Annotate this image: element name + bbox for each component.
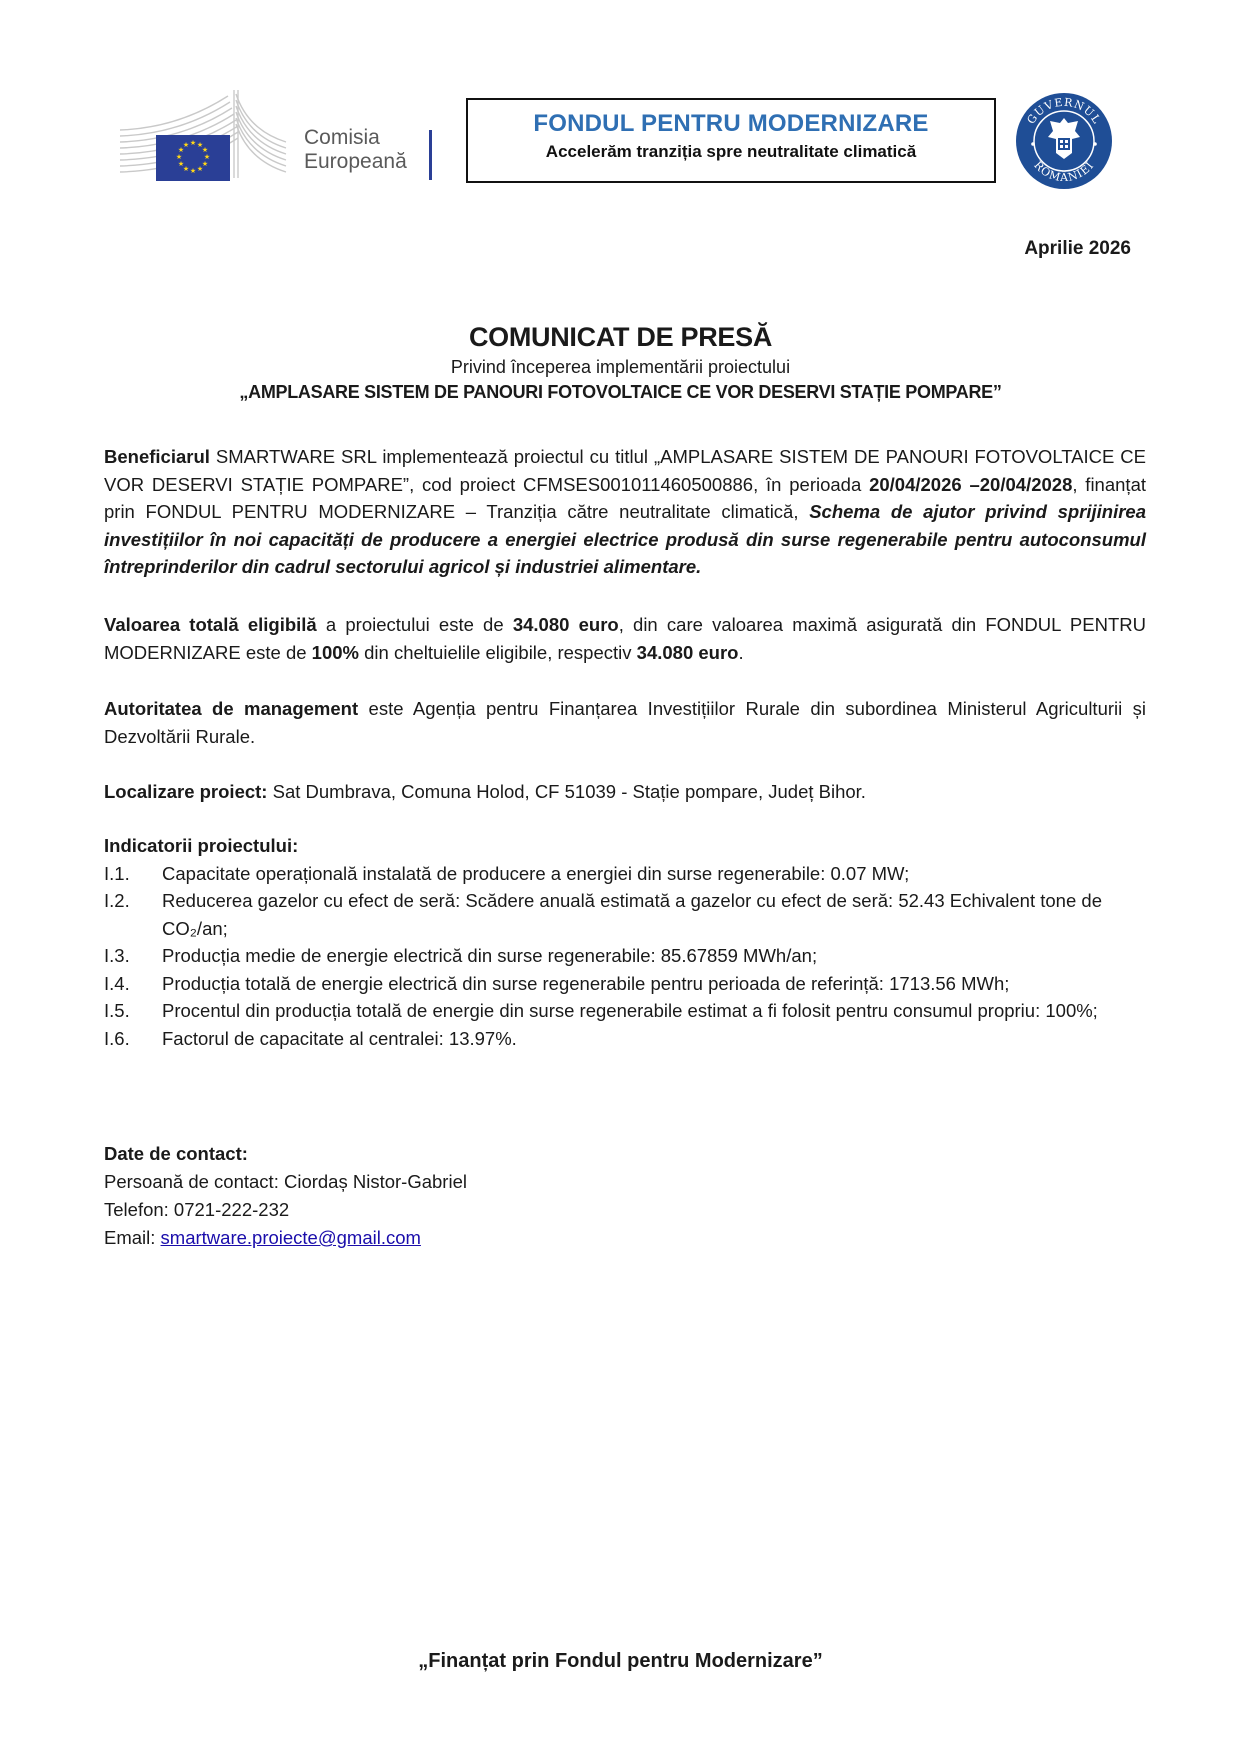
indicator-text: Producția totală de energie electrică din surse regenerabile pentru perioada de referință: 1713.56 MWh; bbox=[162, 972, 1010, 994]
seal-bottom-text: ROMÂNIEI bbox=[1031, 158, 1097, 185]
value-paragraph bbox=[104, 611, 1146, 666]
fund-banner bbox=[466, 98, 996, 183]
indicator-text: Factorul de capacitate al centralei: 13.97%. bbox=[162, 1027, 517, 1049]
ec-logo-text bbox=[304, 126, 407, 174]
beneficiary-label: Beneficiarul bbox=[104, 446, 210, 467]
svg-text:★: ★ bbox=[201, 146, 209, 154]
document-date: Aprilie 2026 bbox=[1024, 238, 1131, 259]
indicators-heading: Indicatorii proiectului: bbox=[104, 835, 299, 856]
indicator-item bbox=[104, 942, 1146, 970]
indicator-number: I.6. bbox=[104, 1027, 130, 1049]
european-commission-logo bbox=[118, 90, 438, 178]
title-block bbox=[0, 322, 1241, 403]
contact-phone: Telefon: 0721-222-232 bbox=[104, 1199, 290, 1220]
email-link[interactable]: smartware.proiecte@gmail.com bbox=[160, 1227, 421, 1248]
authority-label: Autoritatea de management bbox=[104, 698, 359, 719]
value-text-3: din cheltuielile eligibile, respectiv bbox=[359, 641, 637, 663]
value-label: Valoarea totală eligibilă bbox=[104, 614, 317, 635]
contact-section bbox=[104, 1140, 467, 1252]
total-value: 34.080 euro bbox=[512, 614, 619, 635]
indicator-number: I.4. bbox=[104, 972, 130, 994]
svg-text:★: ★ bbox=[175, 153, 183, 161]
beneficiary-paragraph bbox=[104, 443, 1146, 581]
indicator-number: I.2. bbox=[104, 890, 130, 911]
ec-logo-divider bbox=[429, 130, 432, 180]
indicator-number: I.3. bbox=[104, 945, 130, 966]
project-period: 20/04/2026 –20/04/2028 bbox=[869, 473, 1073, 495]
contact-email-row bbox=[104, 1224, 467, 1252]
svg-text:★: ★ bbox=[177, 160, 185, 168]
value-text-4: . bbox=[738, 641, 744, 663]
eu-flag-icon bbox=[156, 135, 230, 181]
indicator-item bbox=[104, 860, 1146, 888]
svg-text:★: ★ bbox=[196, 165, 204, 173]
indicators-section bbox=[104, 832, 1146, 1052]
beneficiary-text-1: SMARTWARE SRL implementează proiectul cu titlul „AMPLASARE SISTEM DE PANOURI FOTOVOLTAICE CE VOR DESERVI STAȚIE POMPARE”, cod proiect CFMSES001011460500886, în perioada bbox=[104, 446, 1146, 495]
location-paragraph bbox=[104, 778, 1146, 806]
footer-note: „Finanțat prin Fondul pentru Modernizare” bbox=[418, 1650, 823, 1672]
svg-text:★: ★ bbox=[201, 160, 209, 168]
svg-text:★: ★ bbox=[189, 167, 197, 175]
svg-text:★: ★ bbox=[182, 165, 190, 173]
indicator-text: Capacitate operațională instalată de producere a energiei din surse regenerabile: 0.07 MW; bbox=[162, 862, 910, 884]
indicator-text: Reducerea gazelor cu efect de seră: Scădere anuală estimată a gazelor cu efect de seră: 52.43 Echivalent tone de CO₂/an; bbox=[162, 890, 1102, 939]
aid-scheme: Schema de ajutor privind sprijinirea investițiilor în noi capacități de producere a energiei electrice produsă din surse regenerabile pentru autoconsumul întreprinderilor din cadrul sectorului agricol și industriei alimentare. bbox=[104, 501, 1146, 577]
indicator-item bbox=[104, 1025, 1146, 1053]
authority-paragraph bbox=[104, 695, 1146, 750]
page-title: COMUNICAT DE PRESĂ bbox=[468, 322, 773, 352]
seal-top-text: GUVERNUL bbox=[1024, 95, 1104, 127]
eu-stars-icon bbox=[156, 135, 230, 181]
indicator-item bbox=[104, 887, 1146, 942]
svg-text:★: ★ bbox=[196, 141, 204, 149]
location-text: Sat Dumbrava, Comuna Holod, CF 51039 - Stație pompare, Județ Bihor. bbox=[267, 781, 866, 802]
svg-text:★: ★ bbox=[203, 153, 211, 161]
indicator-item bbox=[104, 970, 1146, 998]
fund-subtitle: Accelerăm tranziția spre neutralitate climatică bbox=[545, 142, 917, 161]
location-label: Localizare proiect: bbox=[104, 781, 268, 802]
romanian-government-seal bbox=[1015, 92, 1113, 190]
indicator-number: I.1. bbox=[104, 862, 130, 884]
indicator-text: Producția medie de energie electrică din surse regenerabile: 85.67859 MWh/an; bbox=[162, 945, 818, 966]
fund-title: FONDUL PENTRU MODERNIZARE bbox=[533, 110, 929, 137]
email-label: Email: bbox=[104, 1227, 161, 1248]
ec-logo-line1: Comisia bbox=[304, 126, 380, 149]
ec-logo-line2: Europeană bbox=[304, 150, 407, 173]
value-text-2: , din care valoarea maximă asigurată din FONDUL PENTRU MODERNIZARE este de bbox=[104, 614, 1146, 663]
svg-text:★: ★ bbox=[177, 146, 185, 154]
value-text-1: a proiectului este de bbox=[316, 614, 513, 635]
svg-text:★: ★ bbox=[189, 139, 197, 147]
contact-person: Persoană de contact: Ciordaș Nistor-Gabriel bbox=[104, 1171, 467, 1192]
svg-text:★: ★ bbox=[182, 141, 190, 149]
beneficiary-text-2: , finanțat prin FONDUL PENTRU MODERNIZARE – Tranziția către neutralitate climatică, bbox=[104, 473, 1146, 522]
project-title: „AMPLASARE SISTEM DE PANOURI FOTOVOLTAICE CE VOR DESERVI STAȚIE POMPARE” bbox=[239, 382, 1002, 402]
indicator-text: Procentul din producția totală de energie din surse regenerabile estimat a fi folosit pentru consumul propriu: 100%; bbox=[162, 1000, 1098, 1021]
funded-amount: 34.080 euro bbox=[636, 641, 739, 663]
page-subtitle: Privind începerea implementării proiectului bbox=[450, 357, 791, 377]
indicator-number: I.5. bbox=[104, 1000, 130, 1021]
authority-text: este Agenția pentru Finanțarea Investițiilor Rurale din subordinea Ministerul Agriculturii și Dezvoltării Rurale. bbox=[104, 698, 1146, 747]
romanian-coat-of-arms-icon bbox=[1015, 92, 1113, 190]
indicator-item bbox=[104, 997, 1146, 1025]
funding-percent: 100% bbox=[311, 641, 359, 663]
contact-heading: Date de contact: bbox=[104, 1143, 248, 1164]
